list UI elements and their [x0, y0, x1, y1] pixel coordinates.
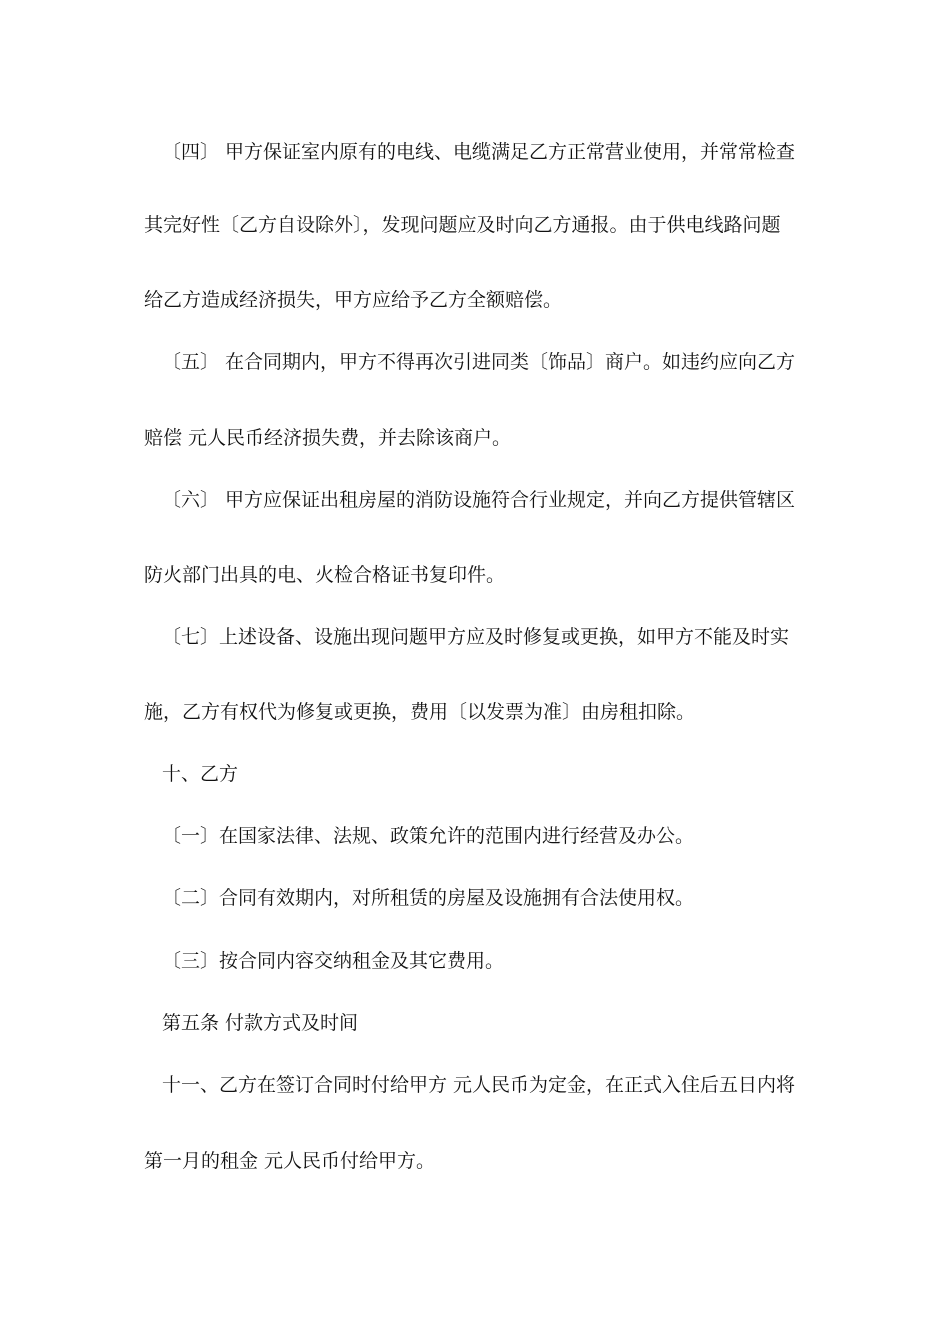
paragraph-4-line-3: 给乙方造成经济损失，甲方应给予乙方全额赔偿。 — [144, 289, 563, 311]
paragraph-4-line-2: 其完好性〔乙方自设除外〕，发现问题应及时向乙方通报。由于供电线路问题 — [144, 214, 781, 236]
paragraph-4-line-1: 〔四〕 甲方保证室内原有的电线、电缆满足乙方正常营业使用，并常常检查 — [162, 141, 796, 163]
paragraph-7-line-1: 〔七〕上述设备、设施出现问题甲方应及时修复或更换，如甲方不能及时实 — [162, 626, 790, 648]
paragraph-11-line-1: 十一、乙方在签订合同时付给甲方 元人民币为定金，在正式入住后五日内将 — [162, 1074, 796, 1096]
paragraph-6-line-2: 防火部门出具的电、火检合格证书复印件。 — [144, 564, 506, 586]
paragraph-7-line-2: 施，乙方有权代为修复或更换，费用〔以发票为准〕由房租扣除。 — [144, 701, 696, 723]
paragraph-5-line-1: 〔五〕 在合同期内，甲方不得再次引进同类〔饰品〕商户。如违约应向乙方 — [162, 351, 796, 373]
paragraph-6-line-1: 〔六〕 甲方应保证出租房屋的消防设施符合行业规定，并向乙方提供管辖区 — [162, 489, 796, 511]
article-5-heading: 第五条 付款方式及时间 — [162, 1012, 359, 1034]
section-heading-10: 十、乙方 — [162, 763, 239, 785]
item-3: 〔三〕按合同内容交纳租金及其它费用。 — [162, 950, 505, 972]
item-1: 〔一〕在国家法律、法规、政策允许的范围内进行经营及办公。 — [162, 825, 695, 847]
paragraph-11-line-2: 第一月的租金 元人民币付给甲方。 — [144, 1150, 436, 1172]
item-2: 〔二〕合同有效期内，对所租赁的房屋及设施拥有合法使用权。 — [162, 887, 695, 909]
paragraph-5-line-2: 赔偿 元人民币经济损失费，并去除该商户。 — [144, 427, 512, 449]
